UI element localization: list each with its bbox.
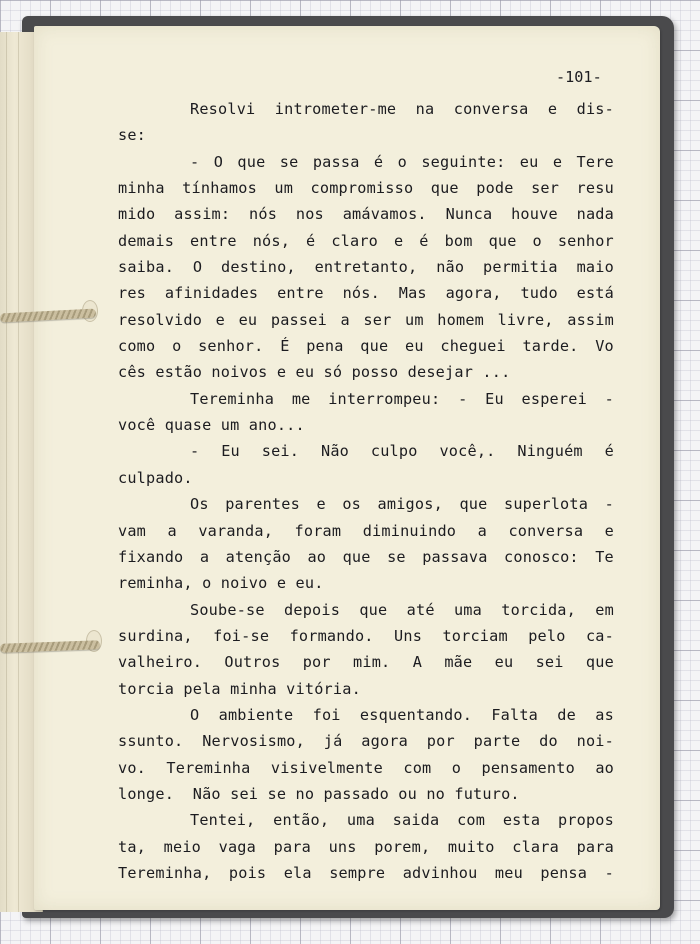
text-line: Tentei, então, uma saida com esta propos: [190, 811, 614, 830]
text-line: demais entre nós, é claro e é bom que o senhor: [118, 231, 614, 250]
text-line: cês estão noivos e eu só posso desejar ...: [118, 363, 511, 382]
text-line: longe. Não sei se no passado ou no futuro.: [118, 784, 520, 803]
text-line: como o senhor. É pena que eu cheguei tarde. Vo: [118, 337, 614, 356]
text-line: ta, meio vaga para uns porem, muito clara para: [118, 837, 614, 856]
text-line: ssunto. Nervosismo, já agora por parte do noi-: [118, 732, 614, 751]
text-line: - Eu sei. Não culpo você,. Ninguém é: [190, 442, 614, 461]
text-line: Tereminha me interrompeu: - Eu esperei -: [190, 389, 614, 408]
text-line: Os parentes e os amigos, que superlota -: [190, 495, 614, 514]
text-line: vo. Tereminha visivelmente com o pensamento ao: [118, 758, 614, 777]
page-number: -101-: [556, 68, 602, 86]
text-line: surdina, foi-se formando. Uns torciam pelo ca-: [118, 626, 614, 645]
text-line: res afinidades entre nós. Mas agora, tudo está: [118, 284, 614, 303]
text-line: se:: [118, 126, 147, 145]
text-line: fixando a atenção ao que se passava conosco: Te: [118, 547, 614, 566]
text-line: valheiro. Outros por mim. A mãe eu sei que: [118, 653, 614, 672]
text-line: Resolvi intrometer-me na conversa e dis-: [190, 100, 614, 118]
text-line: Soube-se depois que até uma torcida, em: [190, 600, 614, 619]
text-line: O ambiente foi esquentando. Falta de as: [190, 705, 614, 724]
text-line: mido assim: nós nos amávamos. Nunca houve nada: [118, 205, 614, 224]
text-line: você quase um ano...: [118, 416, 305, 435]
text-line: - O que se passa é o seguinte: eu e Tere: [190, 152, 614, 171]
text-line: reminha, o noivo e eu.: [118, 574, 324, 593]
text-line: resolvido e eu passei a ser um homem livre, assim: [118, 310, 614, 329]
text-line: saiba. O destino, entretanto, não permitia maio: [118, 258, 614, 277]
text-line: minha tínhamos um compromisso que pode ser resu: [118, 179, 614, 198]
text-line: vam a varanda, foram diminuindo a conversa e: [118, 521, 614, 540]
text-line: torcia pela minha vitória.: [118, 679, 361, 698]
text-line: culpado.: [118, 468, 193, 487]
text-line: Tereminha, pois ela sempre advinhou meu pensa -: [118, 863, 614, 882]
typewritten-text: [118, 64, 614, 886]
